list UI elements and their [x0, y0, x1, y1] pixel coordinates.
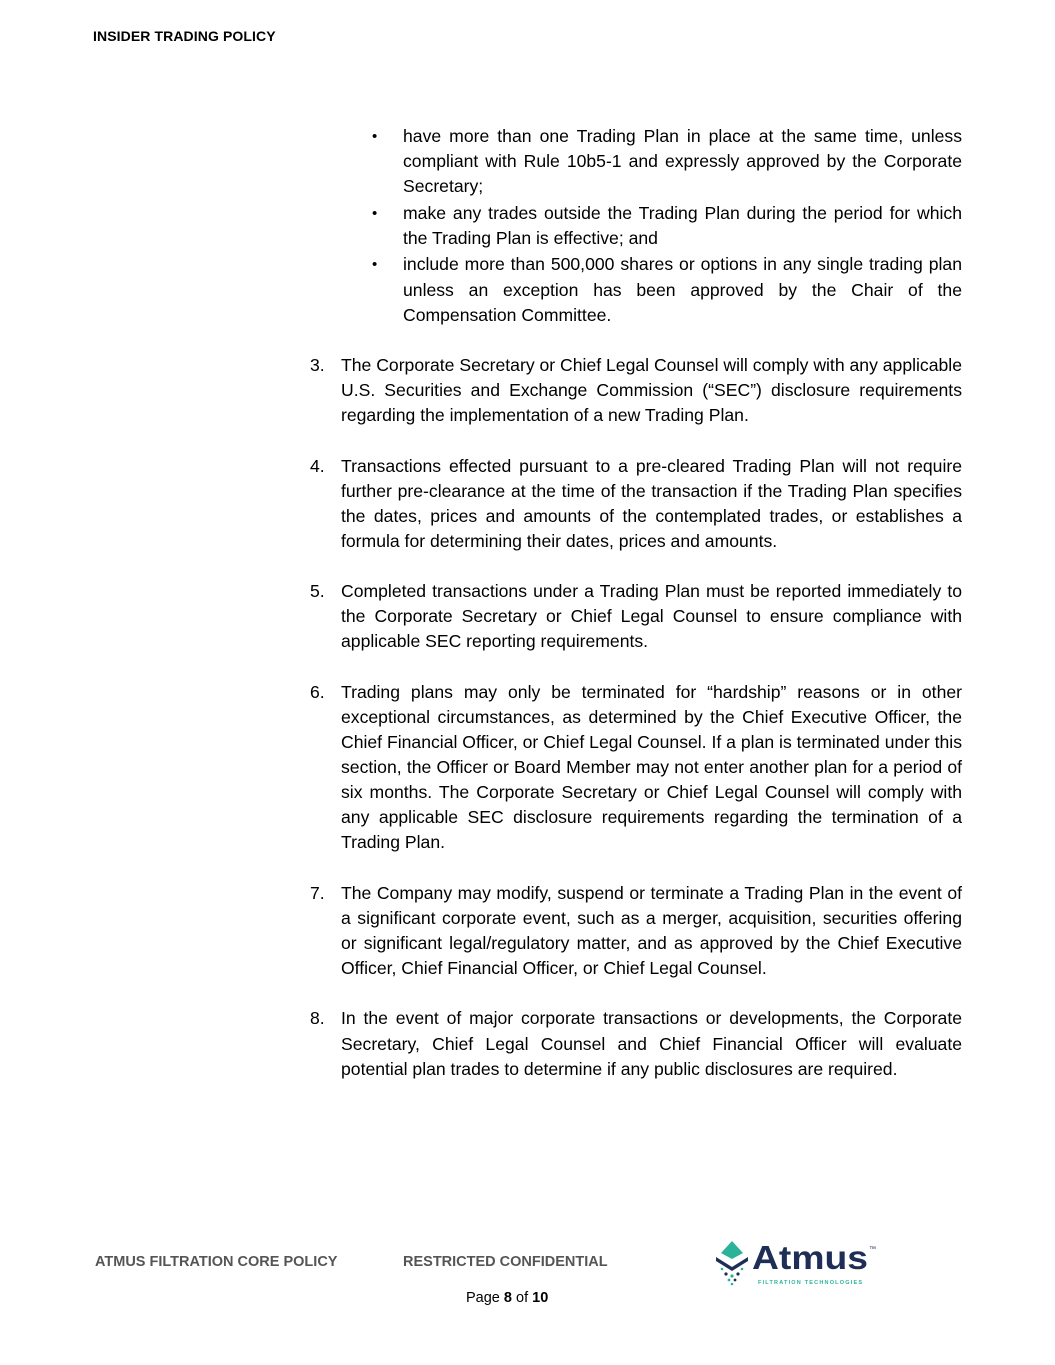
list-item	[310, 353, 962, 428]
list-item	[310, 454, 962, 554]
list-item	[310, 579, 962, 654]
item-text: The Company may modify, suspend or terminate a Trading Plan in the event of a significant corporate event, such as a merger, acquisition, securities offering or significant legal/regulatory matter, and as approved by the Chief Executive Officer, Chief Financial Officer, or Chief Legal Counsel.	[341, 882, 962, 979]
numbered-list	[310, 353, 962, 1107]
footer-policy-label: ATMUS FILTRATION CORE POLICY	[95, 1254, 338, 1270]
item-text: In the event of major corporate transactions or developments, the Corporate Secretary, Chief Legal Counsel and Chief Financial Officer will evaluate potential plan trades to determine if any public disclosures are required.	[341, 1008, 962, 1079]
logo-drop-icon	[716, 1241, 748, 1285]
item-text: Transactions effected pursuant to a pre-cleared Trading Plan will not require further pre-clearance at the time of the transaction if the Trading Plan specifies the dates, prices and amounts of the contemplated trades, or establishes a formula for determining their dates, prices and amounts.	[341, 455, 962, 551]
bullet-icon: •	[372, 204, 378, 222]
item-number: 5.	[310, 581, 325, 602]
item-text: Completed transactions under a Trading Plan must be reported immediately to the Corporate Secretary or Chief Legal Counsel to ensure compliance with applicable SEC reporting requirements.	[341, 581, 962, 652]
bullet-text: have more than one Trading Plan in place at the same time, unless compliant with Rule 10b5-1 and expressly approved by the Corporate Secretary;	[403, 126, 962, 197]
item-number: 3.	[310, 355, 325, 375]
bullet-icon: •	[372, 256, 378, 274]
bullet-text: include more than 500,000 shares or options in any single trading plan unless an exception has been approved by the Chair of the Compensation Committee.	[403, 254, 962, 325]
logo-wordmark: Atmus	[752, 1239, 868, 1276]
item-text: Trading plans may only be terminated for “hardship” reasons or in other exceptional circumstances, as determined by the Chief Executive Officer, the Chief Financial Officer, or Chief Legal Counsel. If a plan is terminated under this section, the Officer or Board Member may not enter another plan for a period of six months. The Corporate Secretary or Chief Legal Counsel will comply with any applicable SEC disclosure requirements regarding the termination of a Trading Plan.	[341, 681, 962, 853]
item-number: 7.	[310, 882, 325, 903]
bullet-list	[370, 124, 962, 329]
page-number	[466, 1290, 548, 1306]
bullet-icon: •	[372, 128, 378, 145]
page-total: 10	[532, 1290, 549, 1306]
header-title: INSIDER TRADING POLICY	[93, 28, 276, 44]
page-prefix: Page	[466, 1290, 500, 1306]
footer-classification: RESTRICTED CONFIDENTIAL	[403, 1254, 608, 1270]
item-number: 4.	[310, 455, 325, 476]
logo-tagline: FILTRATION TECHNOLOGIES	[758, 1280, 862, 1286]
list-item	[310, 680, 962, 856]
item-number: 6.	[310, 681, 325, 702]
page-sep: of	[516, 1290, 529, 1306]
page-current: 8	[503, 1290, 512, 1306]
item-number: 8.	[310, 1008, 325, 1029]
list-item	[310, 1006, 962, 1081]
list-item	[370, 252, 962, 327]
atmus-logo	[712, 1238, 882, 1288]
logo-tm: ™	[869, 1246, 876, 1253]
list-item	[310, 881, 962, 981]
list-item	[370, 124, 962, 199]
logo-drop-top	[721, 1241, 743, 1259]
bullet-text: make any trades outside the Trading Plan during the period for which the Trading Plan is effective; and	[403, 202, 962, 248]
item-text: The Corporate Secretary or Chief Legal Counsel will comply with any applicable U.S. Securities and Exchange Commission (“SEC”) disclosure requirements regarding the implementation of a new Trading Plan.	[341, 355, 962, 426]
list-item	[370, 201, 962, 251]
